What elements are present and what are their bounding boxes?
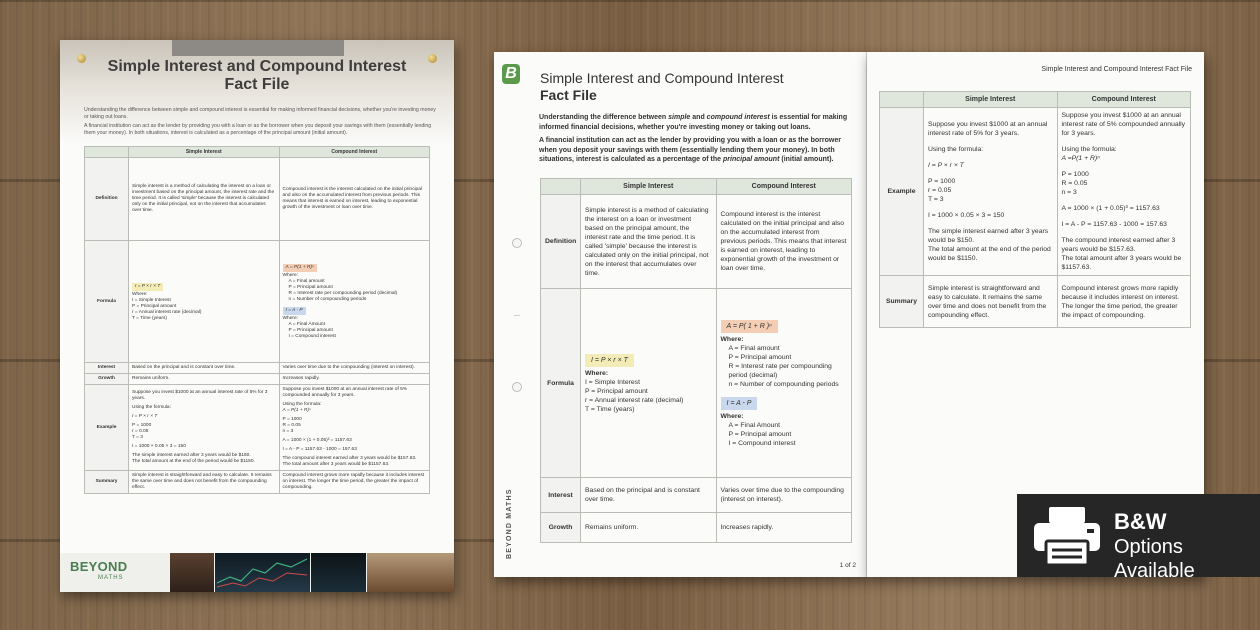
- example-line: I = 1000 × 0.05 × 3 = 150: [928, 212, 1005, 219]
- table-cell: Compound interest grows more rapidly because it includes interest on interest. The longer the time period, the greater the impact of compounding.: [279, 471, 430, 494]
- example-line: The total amount at the end of the period would be $1150.: [928, 246, 1051, 262]
- row-header: Summary: [85, 471, 129, 494]
- punch-hole: [512, 238, 522, 248]
- table-row: [85, 363, 430, 374]
- where-label: Where:: [585, 370, 609, 377]
- row-header: Interest: [541, 478, 581, 513]
- intro-text: [84, 107, 438, 139]
- table-cell: [129, 385, 280, 471]
- vertical-logo: BEYOND MATHS: [506, 488, 513, 559]
- example-line: A =P(1 + R)ⁿ: [1061, 155, 1100, 162]
- example-line: Using the formula:: [928, 146, 984, 153]
- row-header: Growth: [85, 374, 129, 385]
- example-line: n = 3: [282, 429, 294, 434]
- col-header-simple: Simple Interest: [129, 147, 280, 158]
- example-line: P = 1000: [1061, 171, 1089, 178]
- chart-screen-image: [215, 553, 310, 592]
- col-header-compound: Compound Interest: [279, 147, 430, 158]
- beyond-b-logo: B: [502, 64, 520, 84]
- table-cell: [924, 108, 1058, 276]
- pin-icon: [77, 54, 86, 63]
- table-row: [541, 478, 852, 513]
- fact-table: [540, 178, 852, 543]
- table-cell: Based on the principal and is constant over time.: [581, 478, 717, 513]
- footer-photo: [367, 553, 454, 592]
- row-header: Summary: [880, 276, 924, 328]
- formula-highlight: I = P × r × T: [132, 283, 163, 291]
- formula-highlight: A = P(1 + R)ⁿ: [283, 264, 317, 272]
- example-line: Using the formula:: [132, 405, 171, 410]
- where-label: Where:: [282, 316, 298, 321]
- table-cell: Compound interest grows more rapidly because it includes interest on interest. The longer the time period, the greater the impact of compounding.: [1057, 276, 1191, 328]
- table-row: [541, 195, 852, 289]
- variable-item: I = Simple Interest: [585, 379, 640, 386]
- example-line: The total amount at the end of the period would be $1150.: [132, 459, 255, 464]
- table-cell: Varies over time due to the compounding (interest on interest).: [279, 363, 430, 374]
- table-row: [541, 289, 852, 478]
- badge-subtitle: Options Available: [1114, 536, 1195, 582]
- example-line: The compound interest earned after 3 years would be $157.63.: [282, 456, 417, 461]
- footer-photo: [170, 553, 214, 592]
- variable-item: P = Principal amount: [288, 285, 333, 290]
- variable-item: r = Annual interest rate (decimal): [585, 397, 684, 404]
- sheet-title: [540, 70, 784, 104]
- table-row: [85, 374, 430, 385]
- where-label: Where:: [720, 413, 744, 420]
- table-cell: [279, 385, 430, 471]
- intro-paragraph: Understanding the difference between simple and compound interest is essential for making informed financial decisions, whether you're investing money or taking out loans.: [539, 114, 848, 131]
- variable-item: n = Number of compounding periods: [288, 297, 367, 302]
- page-number: 1 of 2: [839, 562, 856, 569]
- formula-highlight: I = P × r × T: [585, 354, 634, 367]
- table-header-row: [85, 147, 430, 158]
- page-one-sheet: [494, 52, 867, 577]
- col-header-simple: Simple Interest: [581, 179, 717, 195]
- intro-paragraph: Understanding the difference between simple and compound interest is essential for making informed financial decisions, whether you're investing money or taking out loans.: [84, 107, 436, 120]
- table-cell: Simple interest is a method of calculating the interest on a loan or investment based on the principal amount, the interest rate and the time period. It is called 'simple' because the interest is calculated only on the initial principal, not on the interest that accumulates over time.: [129, 158, 280, 241]
- col-header-simple: Simple Interest: [924, 92, 1058, 108]
- table-cell: Simple interest is straightforward and easy to calculate. It remains the same over time and does not benefit from the compounding effect.: [129, 471, 280, 494]
- row-header: Example: [85, 385, 129, 471]
- example-line: I = A - P = 1157.63 - 1000 = 157.63: [1061, 221, 1167, 228]
- table-cell: Remains uniform.: [129, 374, 280, 385]
- example-line: The simple interest earned after 3 years would be $150.: [928, 228, 1049, 244]
- variable-item: n = Number of compounding periods: [728, 381, 839, 388]
- where-label: Where:: [720, 336, 744, 343]
- example-line: The simple interest earned after 3 years would be $150.: [132, 453, 251, 458]
- example-line: A = 1000 × (1 + 0.05)³ = 1157.63: [1061, 205, 1160, 212]
- intro-text: [539, 113, 855, 169]
- example-line: T = 3: [928, 196, 944, 203]
- row-header: Interest: [85, 363, 129, 374]
- table-cell: [1057, 108, 1191, 276]
- table-row: [85, 385, 430, 471]
- variable-item: r = Annual interest rate (decimal): [132, 309, 202, 315]
- sheet-footer: [60, 553, 454, 592]
- table-cell: Increases rapidly.: [279, 374, 430, 385]
- table-row: [85, 241, 430, 363]
- example-line: Suppose you invest $1000 at an annual interest rate of 5% for 3 years.: [132, 390, 268, 401]
- table-cell: Simple interest is straightforward and easy to calculate. It remains the same over time and does not benefit from the compounding effect.: [924, 276, 1058, 328]
- example-line: A = 1000 × (1 + 0.05)³ = 1157.63: [282, 438, 352, 443]
- example-line: Using the formula:: [1061, 146, 1117, 153]
- variable-item: R = Interest rate per compounding period (decimal): [728, 363, 832, 379]
- example-line: I = P × r × T: [132, 414, 158, 419]
- table-cell: [279, 241, 430, 363]
- table-row: [85, 158, 430, 241]
- example-line: P = 1000: [132, 423, 152, 428]
- printer-icon: [1031, 505, 1103, 567]
- variable-item: P = Principal amount: [585, 388, 648, 395]
- where-label: Where:: [282, 273, 298, 278]
- example-line: P = 1000: [928, 178, 956, 185]
- left-preview-sheet: [60, 40, 454, 592]
- col-header-compound: Compound Interest: [1057, 92, 1191, 108]
- row-header: Example: [880, 108, 924, 276]
- example-line: The compound interest earned after 3 years would be $157.63.: [1061, 237, 1176, 253]
- table-row: [880, 276, 1191, 328]
- row-header: Formula: [541, 289, 581, 478]
- table-header-row: [880, 92, 1191, 108]
- example-line: The total amount after 3 years would be $1157.63.: [1061, 255, 1182, 271]
- formula-highlight: I = A - P: [283, 307, 306, 315]
- table-cell: [716, 289, 852, 478]
- table-cell: Simple interest is a method of calculating the interest on a loan or investment based on the principal amount, the interest rate and the time period. It is called 'simple' because the interest is calculated only on the initial principal, not on the interest that accumulates over time.: [581, 195, 717, 289]
- variable-item: A = Final amount: [288, 279, 325, 284]
- variable-item: P = Principal amount: [288, 328, 333, 333]
- row-header: Growth: [541, 513, 581, 543]
- example-line: I = P × r × T: [928, 162, 964, 169]
- table-cell: [581, 289, 717, 478]
- col-header-compound: Compound Interest: [716, 179, 852, 195]
- variable-item: P = Principal amount: [728, 431, 792, 438]
- variable-item: A = Final Amount: [288, 322, 325, 327]
- example-line: n = 3: [1061, 189, 1077, 196]
- badge-title: B&W: [1114, 509, 1167, 534]
- table-cell: Remains uniform.: [581, 513, 717, 543]
- bw-options-badge: [1017, 494, 1260, 582]
- variable-item: P = Principal amount: [728, 354, 792, 361]
- example-line: Suppose you invest $1000 at an annual interest rate of 5% compounded annually for 3 years.: [282, 387, 408, 398]
- example-line: I = 1000 × 0.05 × 3 = 150: [132, 444, 186, 449]
- variable-item: P = Principal amount: [132, 303, 177, 309]
- title-line: Simple Interest and Compound Interest: [540, 70, 784, 86]
- example-line: T = 3: [132, 435, 143, 440]
- footer-photo: [311, 553, 366, 592]
- table-cell: Based on the principal and is constant over time.: [129, 363, 280, 374]
- example-line: R = 0.05: [1061, 180, 1088, 187]
- sheet-title: Simple Interest and Compound Interest Fact File: [107, 58, 407, 93]
- variable-item: T = Time (years): [132, 315, 167, 321]
- example-line: Suppose you invest $1000 at an annual interest rate of 5% compounded annually for 3 years.: [1061, 112, 1186, 137]
- variable-item: A = Final amount: [728, 345, 780, 352]
- variable-item: R = Interest rate per compounding period (decimal): [288, 291, 398, 296]
- example-line: I = A - P = 1157.63 - 1000 = 157.63: [282, 447, 357, 452]
- variable-item: I = Compound interest: [288, 334, 336, 339]
- table-header-row: [541, 179, 852, 195]
- title-line: Fact File: [540, 87, 597, 103]
- example-line: A = P(1 + R)ⁿ: [282, 408, 311, 413]
- table-cell: Increases rapidly.: [716, 513, 852, 543]
- table-cell: [129, 241, 280, 363]
- intro-paragraph: A financial institution can act as the lender by providing you with a loan or as the borrower when you deposit your savings with them (essentially lending them your money). In both situations, interest is calculated as a percentage of the principal amount (initial amount).: [84, 123, 432, 136]
- example-line: R = 0.05: [282, 423, 301, 428]
- pin-icon: [428, 54, 437, 63]
- table-cell: Compound interest is the interest calculated on the initial principal and also on the accumulated interest from previous periods. This means that interest is earned on interest, leading to exponential growth of the investment or loan over time.: [716, 195, 852, 289]
- table-row: [85, 471, 430, 494]
- example-line: P = 1000: [282, 417, 302, 422]
- beyond-logo: BEYOND: [70, 559, 128, 574]
- variable-item: T = Time (years): [585, 406, 635, 413]
- example-line: The total amount after 3 years would be $1157.63.: [282, 462, 390, 467]
- row-header: Definition: [541, 195, 581, 289]
- example-line: r = 0.05: [928, 187, 952, 194]
- beyond-logo-sub: MATHS: [98, 575, 124, 581]
- variable-item: I = Simple Interest: [132, 297, 171, 303]
- table-cell: Varies over time due to the compounding (interest on interest).: [716, 478, 852, 513]
- where-label: Where:: [132, 291, 148, 297]
- variable-item: I = Compound interest: [728, 440, 796, 447]
- intro-paragraph: A financial institution can act as the lender by providing you with a loan or as the borrower when you deposit your savings with them (essentially lending them your money). In both situations, interest is calculated as a percentage of the principal amount (initial amount).: [539, 137, 841, 163]
- fact-table: [84, 146, 430, 494]
- table-row: [541, 513, 852, 543]
- table-row: [880, 108, 1191, 276]
- example-line: Suppose you invest $1000 at an annual interest rate of 5% for 3 years.: [928, 121, 1048, 137]
- punch-hole: [512, 382, 522, 392]
- row-header: Formula: [85, 241, 129, 363]
- footer-photo: [215, 553, 310, 592]
- example-line: r = 0.05: [132, 429, 149, 434]
- fact-table: [879, 91, 1191, 328]
- table-cell: Compound interest is the interest calculated on the initial principal and also on the accumulated interest from previous periods. This means that interest is earned on interest, leading to exponential growth of the investment or loan over time.: [279, 158, 430, 241]
- running-header: Simple Interest and Compound Interest Fact File: [1041, 66, 1192, 73]
- variable-item: A = Final Amount: [728, 422, 781, 429]
- row-header: Definition: [85, 158, 129, 241]
- formula-highlight: A = P( 1 + R )ⁿ: [721, 320, 778, 333]
- fold-mark: [514, 315, 520, 316]
- formula-highlight: I = A - P: [721, 397, 758, 410]
- example-line: Using the formula:: [282, 402, 322, 407]
